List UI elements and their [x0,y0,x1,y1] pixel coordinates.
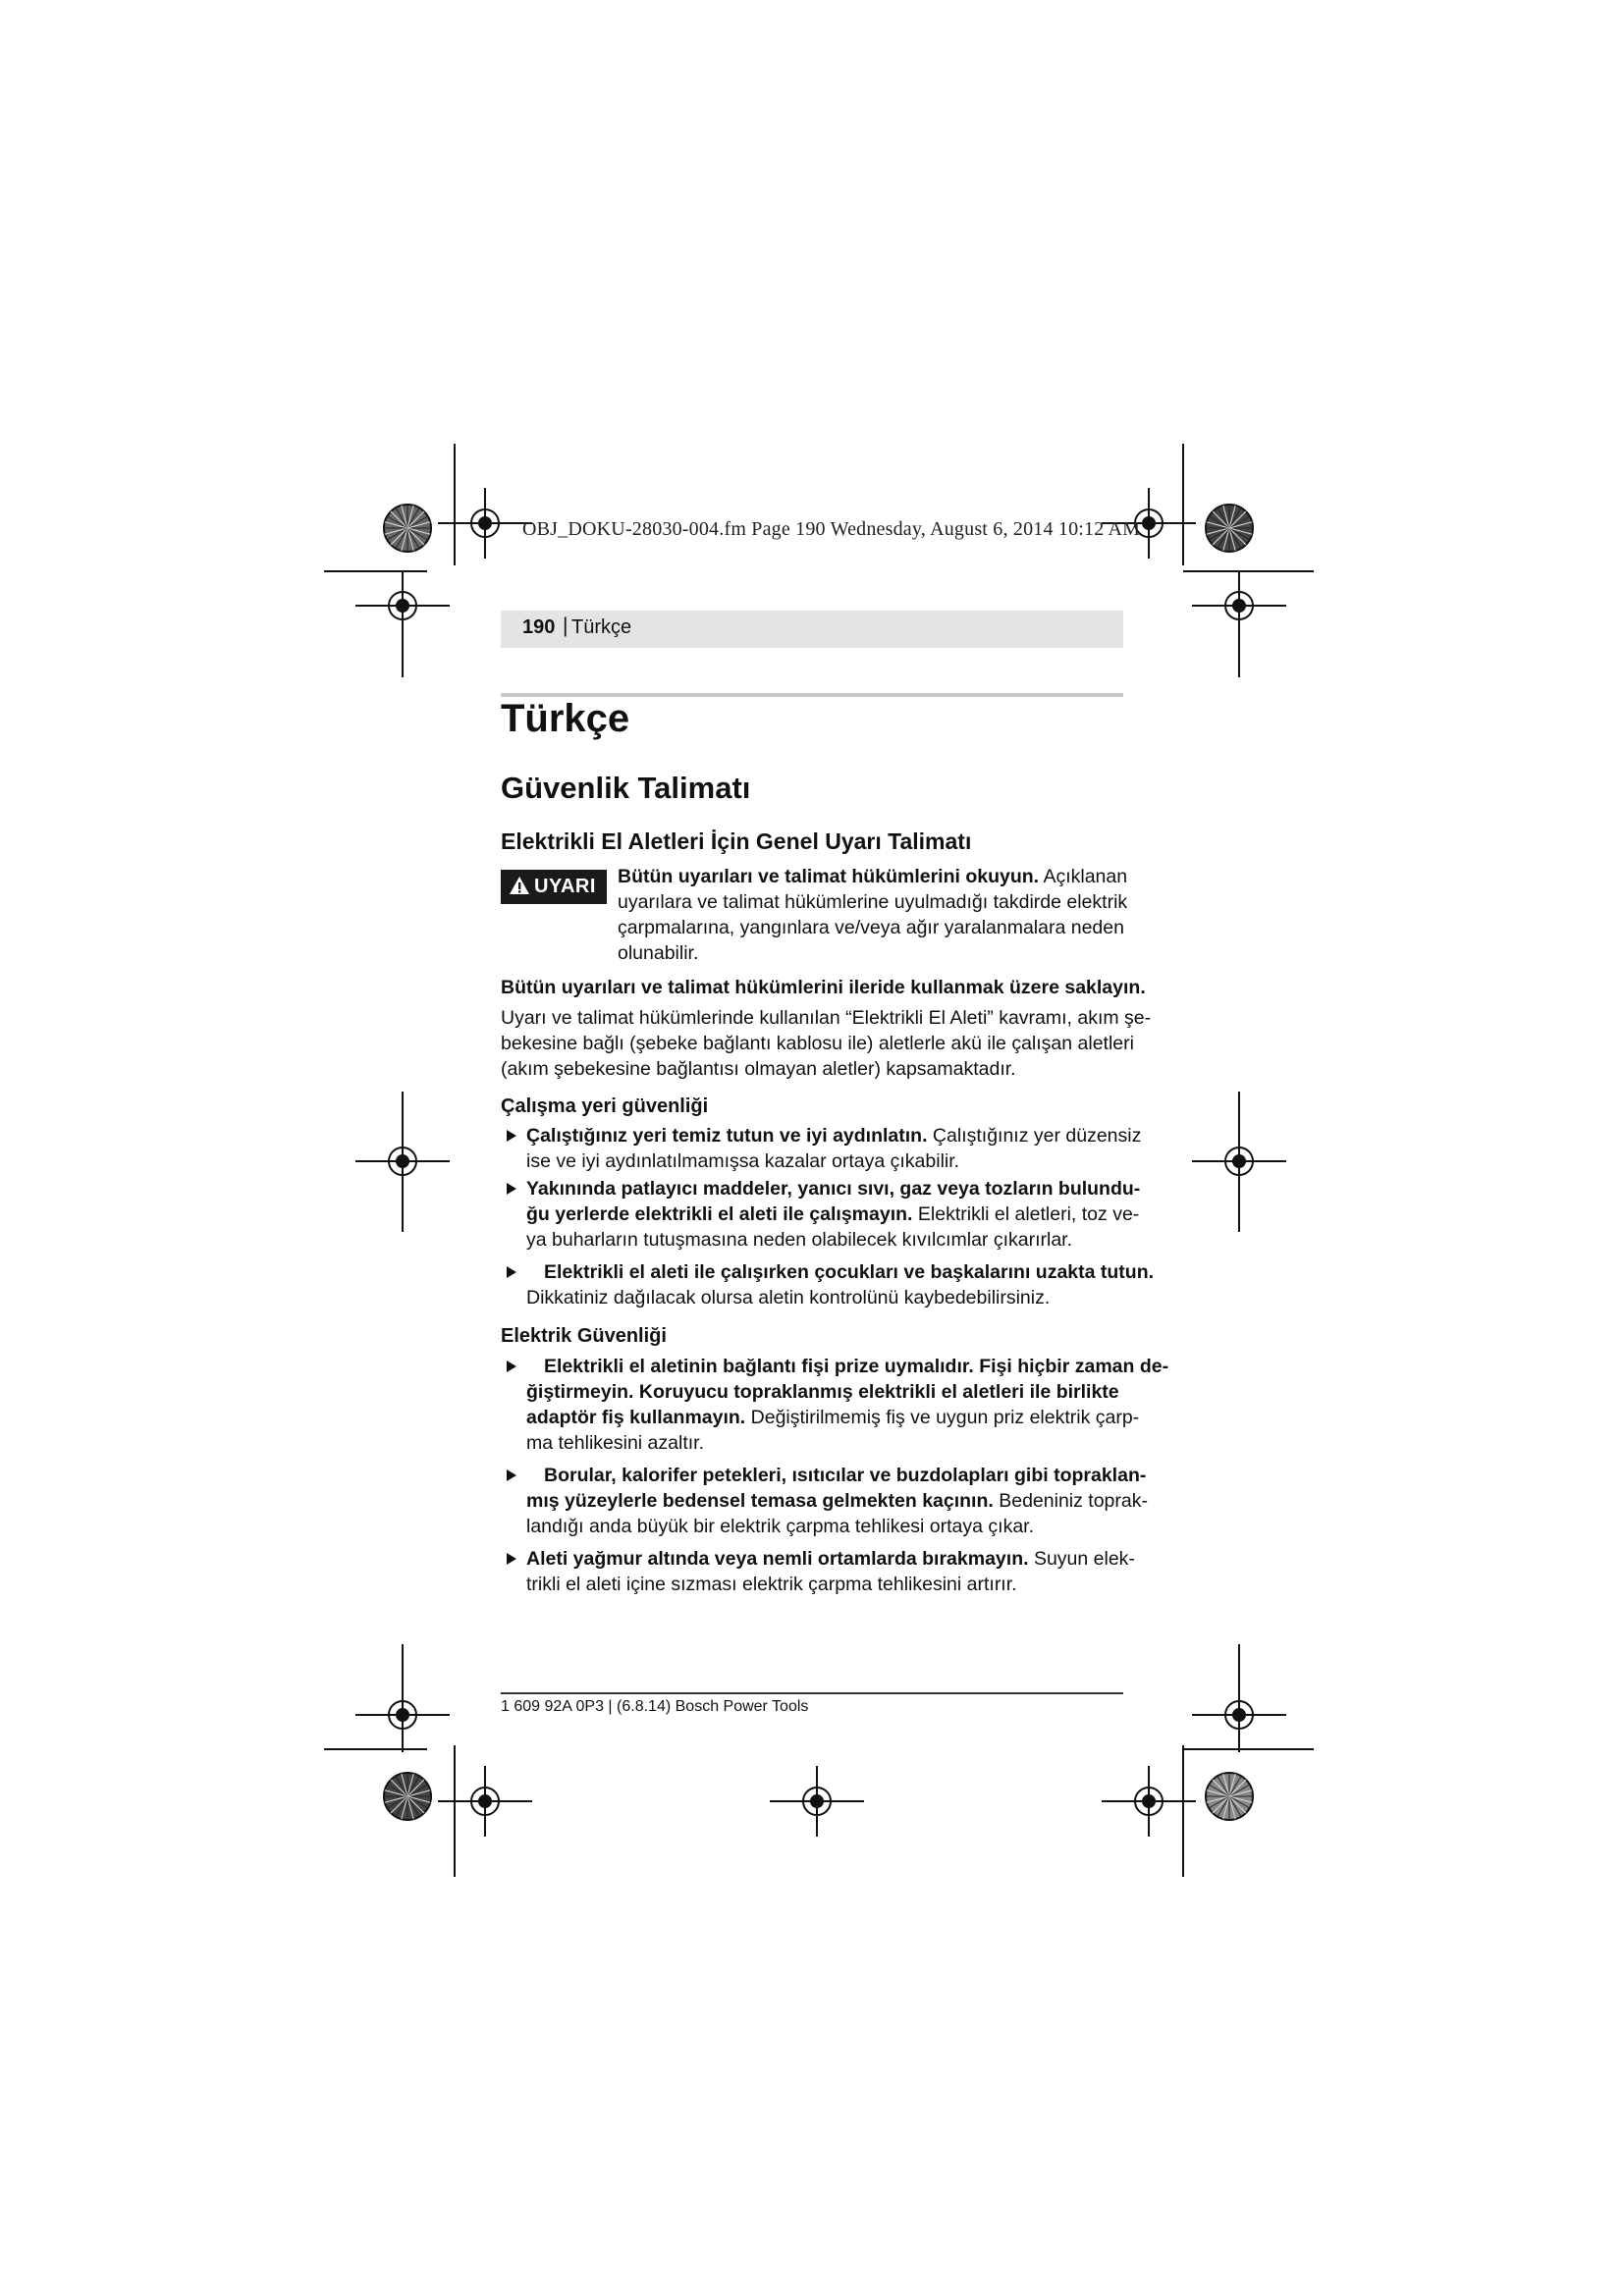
list-item-text: landığı anda büyük bir elektrik çarpma tehlikesi ortaya çıkar. [526,1516,1035,1537]
registration-crosshair-icon [355,570,450,641]
work-area-heading: Çalışma yeri güvenliği [501,1095,709,1117]
list-item-bold: Çalıştığınız yeri temiz tutun ve iyi aydınlatın. [526,1125,928,1147]
warning-line2: uyarılara ve talimat hükümlerine uyulmadığı takdirde elektrik [618,891,1128,913]
color-rosette-icon [384,1773,431,1820]
list-item [526,1354,1168,1456]
list-item [526,1463,1148,1539]
warning-lead: Bütün uyarıları ve talimat hükümlerini okuyun. [618,866,1040,887]
save-note: Bütün uyarıları ve talimat hükümlerini ileride kullanmak üzere saklayın. [501,977,1146,998]
color-rosette-icon [1206,1773,1253,1820]
list-item-bold: adaptör fiş kullanmayın. [526,1407,746,1428]
list-item-text: Dikkatiniz dağılacak olursa aletin kontrolünü kaybedebilirsiniz. [526,1287,1051,1308]
header-language: Türkçe [571,616,632,638]
electrical-heading: Elektrik Güvenliği [501,1325,667,1347]
list-item-text: Bedeniniz toprak- [993,1490,1148,1512]
section-title: Güvenlik Talimatı [501,771,751,805]
warning-line4: olunabilir. [618,942,699,964]
page-number: 190 [522,616,556,638]
list-item-bold: Yakınında patlayıcı maddeler, yanıcı sıvı, gaz veya tozların bulundu- [526,1178,1141,1200]
bullet-arrow-icon [507,1266,516,1278]
registration-crosshair-icon [1192,1126,1286,1197]
list-item-bold: Aleti yağmur altında veya nemli ortamlarda bırakmayın. [526,1548,1029,1570]
list-item-text: ise ve iyi aydınlatılmamışsa kazalar ortaya çıkabilir. [526,1150,960,1172]
warning-badge-label: UYARI [534,876,596,897]
subsection-title: Elektrikli El Aletleri İçin Genel Uyarı Talimatı [501,828,972,854]
bullet-arrow-icon [507,1553,516,1565]
registration-crosshair-icon [1192,570,1286,641]
registration-crosshair-icon [438,488,532,559]
list-item-text: ma tehlikesini azaltır. [526,1432,704,1454]
list-item [526,1123,1141,1174]
warning-badge [501,870,607,904]
list-item-text: Değiştirilmemiş fiş ve uygun priz elektrik çarp- [745,1407,1140,1428]
list-item-bold: Elektrikli el aletinin bağlantı fişi prize uymalıdır. Fişi hiçbir zaman de- [544,1356,1169,1377]
registration-crosshair-icon [438,1766,532,1837]
registration-crosshair-icon [1192,1680,1286,1750]
header-separator: | [563,614,568,637]
list-item [526,1546,1135,1597]
definition-line: Uyarı ve talimat hükümlerinde kullanılan “Elektrikli El Aleti” kavramı, akım şe- [501,1007,1152,1029]
list-item-bold: ğiştirmeyin. Koruyucu topraklanmış elektrikli el aletleri ile birlikte [526,1381,1119,1403]
warning-line1-rest: Açıklanan [1043,866,1128,887]
list-item-text: Suyun elek- [1028,1548,1135,1570]
definition-line: bekesine bağlı (şebeke bağlantı kablosu ile) aletlerle akü ile çalışan aletleri [501,1033,1134,1054]
list-item [526,1259,1154,1310]
list-item-bold: mış yüzeylerle bedensel temasa gelmekten kaçının. [526,1490,994,1512]
warning-line3: çarpmalarına, yangınlara ve/veya ağır yaralanmalara neden [618,917,1124,938]
list-item-bold: Borular, kalorifer petekleri, ısıtıcılar ve buzdolapları gibi topraklan- [544,1465,1147,1486]
bullet-arrow-icon [507,1130,516,1142]
list-item [526,1176,1140,1253]
registration-crosshair-icon [770,1766,864,1837]
definition-line: (akım şebekesine bağlantısı olmayan aletler) kapsamaktadır. [501,1058,1016,1080]
bullet-arrow-icon [507,1469,516,1481]
color-rosette-icon [384,505,431,552]
page-header-bar [501,611,1123,648]
list-item-text: ya buharların tutuşmasına neden olabilecek kıvılcımlar çıkarırlar. [526,1229,1073,1251]
page-title: Türkçe [501,697,630,740]
footer-text: 1 609 92A 0P3 | (6.8.14) Bosch Power Tools [501,1698,809,1715]
warning-text [618,864,1127,966]
list-item-text: trikli el aleti içine sızması elektrik çarpma tehlikesini artırır. [526,1574,1017,1595]
registration-crosshair-icon [355,1126,450,1197]
bullet-arrow-icon [507,1361,516,1372]
list-item-bold: Elektrikli el aleti ile çalışırken çocukları ve başkalarını uzakta tutun. [544,1261,1155,1283]
list-item-text: Çalıştığınız yer düzensiz [927,1125,1142,1147]
warning-triangle-icon [509,876,530,895]
registration-crosshair-icon [1102,1766,1196,1837]
definition-paragraph [501,1005,1151,1082]
file-slug: OBJ_DOKU-28030-004.fm Page 190 Wednesday, August 6, 2014 10:12 AM [522,518,1141,540]
color-rosette-icon [1206,505,1253,552]
bullet-arrow-icon [507,1183,516,1195]
registration-crosshair-icon [355,1680,450,1750]
list-item-text: Elektrikli el aletleri, toz ve- [912,1203,1140,1225]
list-item-bold: ğu yerlerde elektrikli el aleti ile çalışmayın. [526,1203,913,1225]
footer-rule [501,1692,1123,1694]
